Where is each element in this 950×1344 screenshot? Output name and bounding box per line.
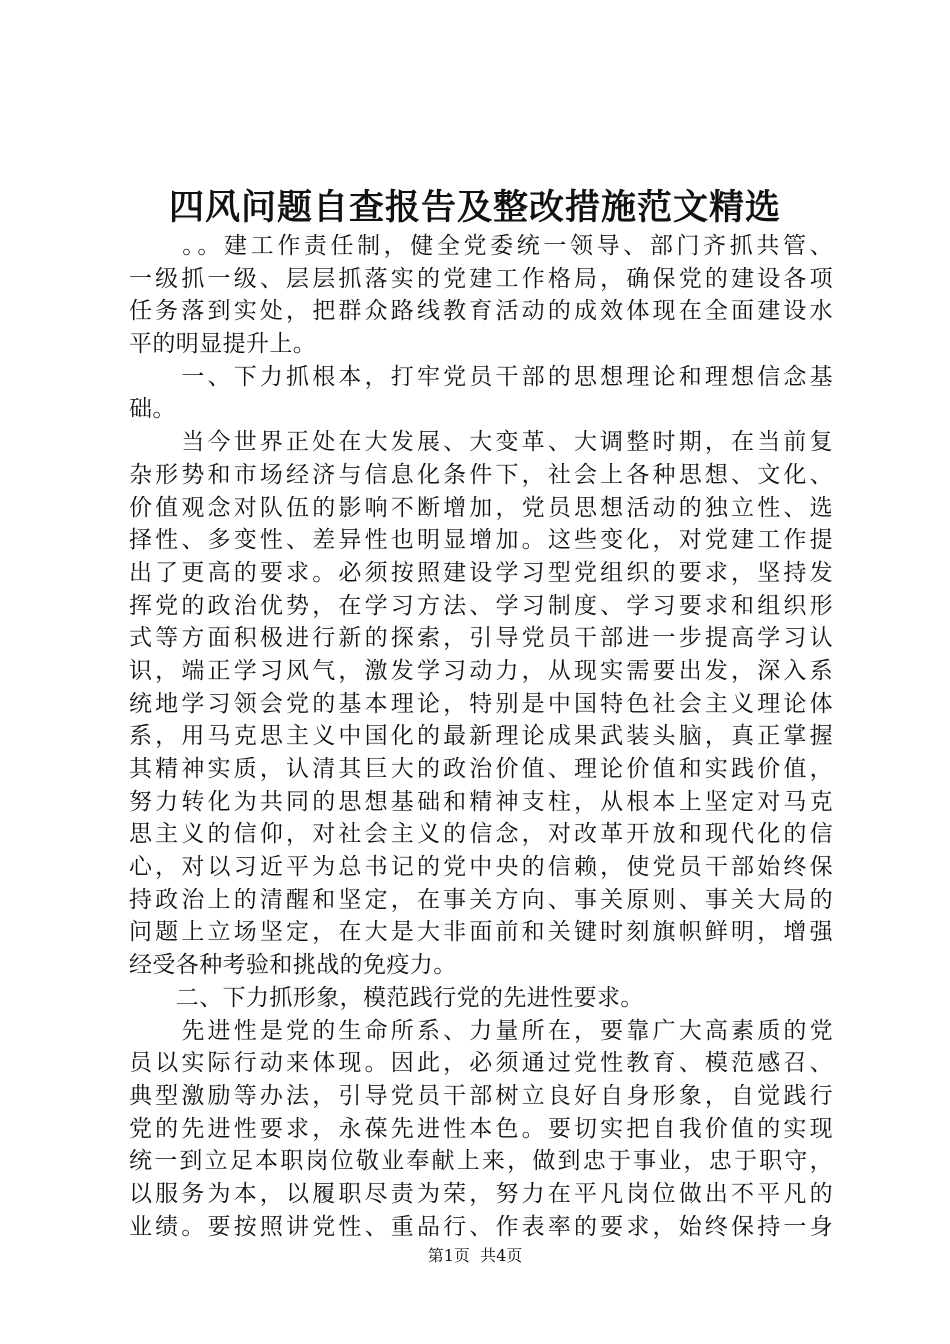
document-title: 四风问题自查报告及整改措施范文精选 <box>168 187 781 228</box>
text-line: 统地学习领会党的基本理论，特别是中国特色社会主义理论体 <box>129 690 833 717</box>
text-line: 杂形势和市场经济与信息化条件下，社会上各种思想、文化、 <box>129 461 833 488</box>
text-line: 任务落到实处，把群众路线教育活动的成效体现在全面建设水 <box>129 298 833 325</box>
text-line: 其精神实质，认清其巨大的政治价值、理论价值和实践价值， <box>129 756 833 782</box>
text-line: 系，用马克思主义中国化的最新理论成果武装头脑，真正掌握 <box>129 723 833 750</box>
text-line: 。。建工作责任制，健全党委统一领导、部门齐抓共管、 <box>129 233 833 259</box>
text-line: 员以实际行动来体现。因此，必须通过党性教育、模范感召、 <box>129 1050 833 1077</box>
text-line: 问题上立场坚定，在大是大非面前和关键时刻旗帜鲜明，增强 <box>129 919 833 946</box>
text-line: 心，对以习近平为总书记的党中央的信赖，使党员干部始终保 <box>129 854 833 881</box>
text-line: 式等方面积极进行新的探索，引导党员干部进一步提高学习认 <box>129 625 833 652</box>
text-line: 经受各种考验和挑战的免疫力。 <box>129 952 457 979</box>
text-line: 出了更高的要求。必须按照建设学习型党组织的要求，坚持发 <box>129 559 833 586</box>
text-line: 业绩。要按照讲党性、重品行、作表率的要求，始终保持一身 <box>129 1213 833 1240</box>
section-heading-2: 二、下力抓形象，模范践行党的先进性要求。 <box>129 984 644 1011</box>
text-line: 持政治上的清醒和坚定，在事关方向、事关原则、事关大局的 <box>129 886 833 913</box>
text-line: 以服务为本，以履职尽责为荣，努力在平凡岗位做出不平凡的 <box>129 1180 833 1207</box>
text-line: 础。 <box>129 396 176 423</box>
text-line: 统一到立足本职岗位敬业奉献上来，做到忠于事业，忠于职守， <box>129 1148 833 1175</box>
text-line: 价值观念对队伍的影响不断增加，党员思想活动的独立性、选 <box>129 494 833 521</box>
text-line: 择性、多变性、差异性也明显增加。这些变化，对党建工作提 <box>129 527 833 554</box>
text-line: 挥党的政治优势，在学习方法、学习制度、学习要求和组织形 <box>129 592 833 619</box>
text-line: 一级抓一级、层层抓落实的党建工作格局，确保党的建设各项 <box>129 265 833 292</box>
document-body <box>129 230 833 1243</box>
text-line: 党的先进性要求，永葆先进性本色。要切实把自我价值的实现 <box>129 1115 833 1142</box>
text-line: 先进性是党的生命所系、力量所在，要靠广大高素质的党 <box>129 1017 833 1044</box>
text-line: 识，端正学习风气，激发学习动力，从现实需要出发，深入系 <box>129 657 833 684</box>
text-line: 典型激励等办法，引导党员干部树立良好自身形象，自觉践行 <box>129 1082 833 1109</box>
page-number-footer: 第1页 共4页 <box>427 1246 523 1265</box>
text-line: 平的明显提升上。 <box>129 331 317 358</box>
text-line: 努力转化为共同的思想基础和精神支柱，从根本上坚定对马克 <box>129 788 833 815</box>
section-heading-1: 一、下力抓根本，打牢党员干部的思想理论和理想信念基 <box>129 363 833 390</box>
text-line: 当今世界正处在大发展、大变革、大调整时期，在当前复 <box>129 429 833 456</box>
text-line: 思主义的信仰，对社会主义的信念，对改革开放和现代化的信 <box>129 821 833 848</box>
